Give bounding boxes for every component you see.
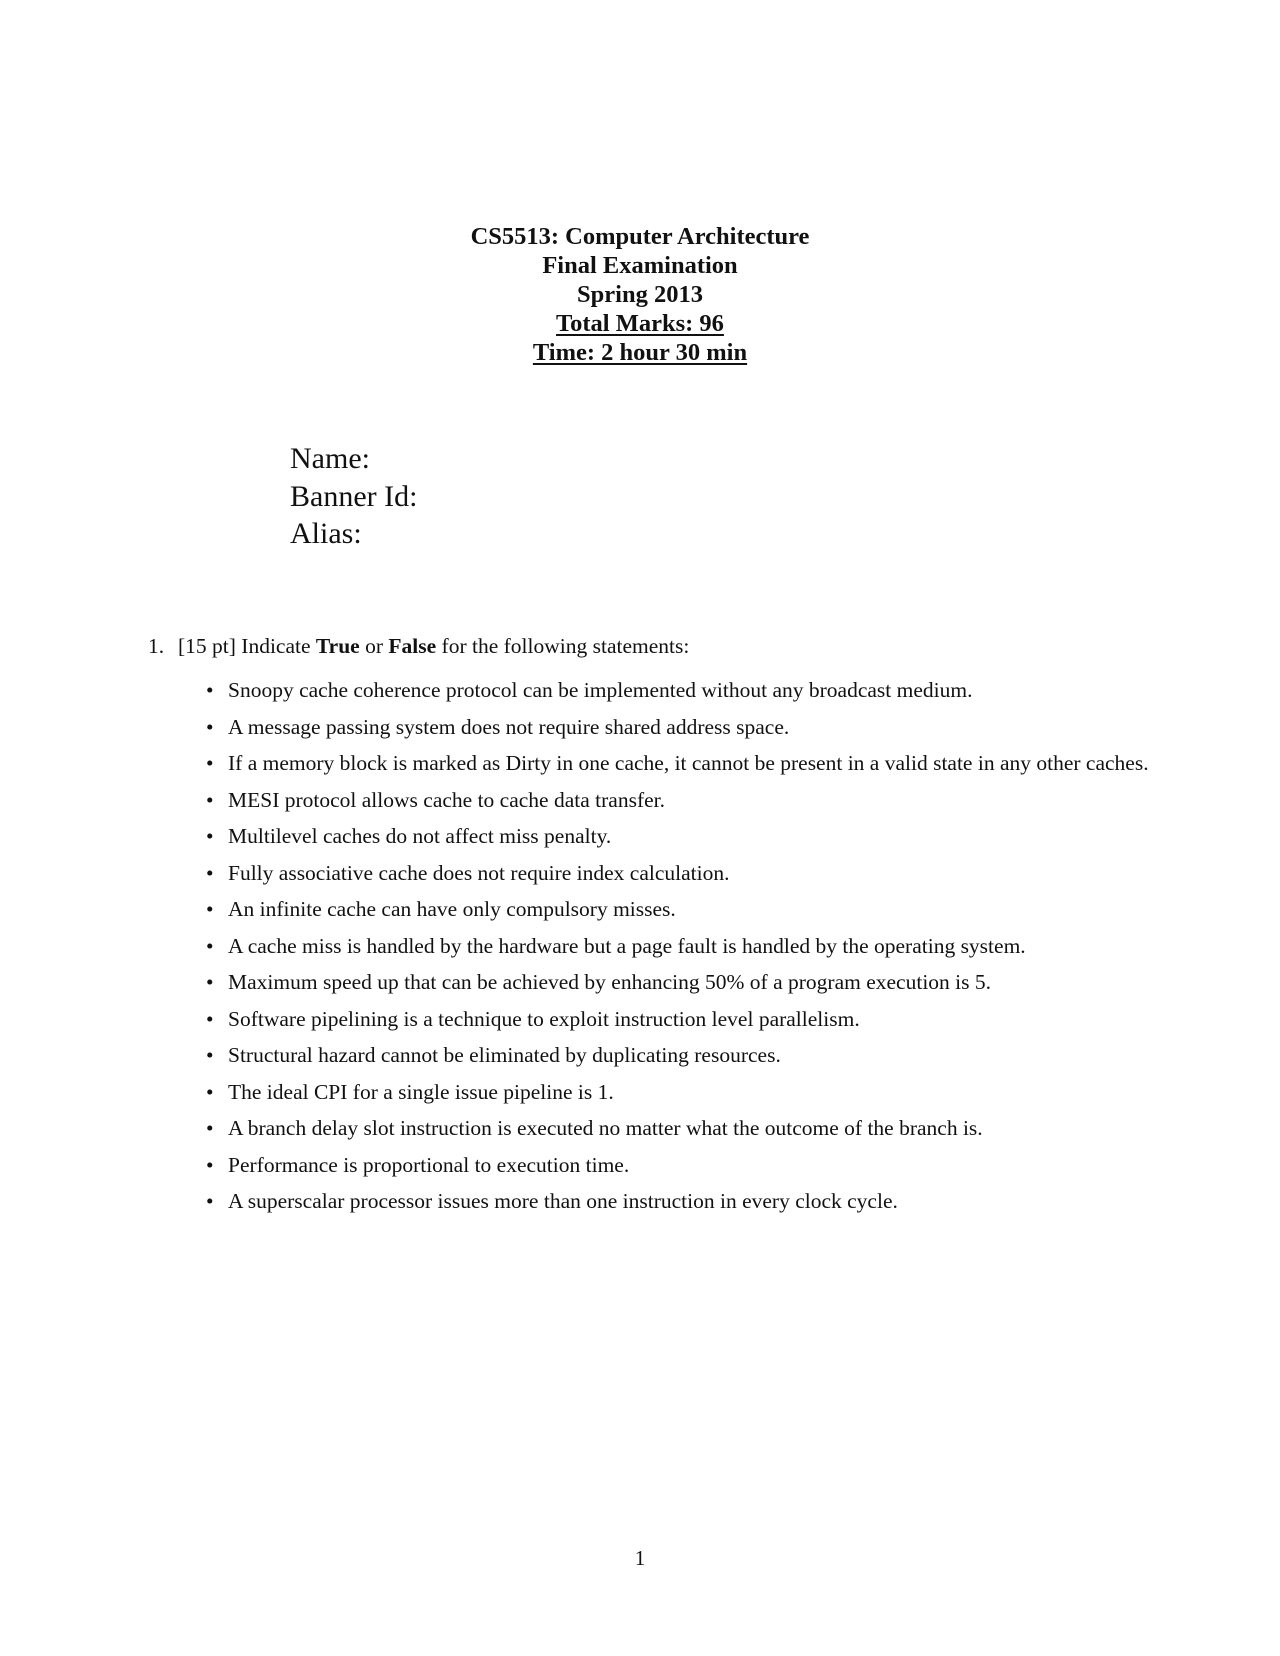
exam-term: Spring 2013 <box>577 281 703 308</box>
bullet-icon: • <box>206 1189 214 1213</box>
page-number: 1 <box>634 1546 646 1570</box>
bullet-icon: • <box>206 751 214 775</box>
statement-text: An infinite cache can have only compulsory misses. <box>228 897 676 921</box>
bullet-icon: • <box>206 1116 214 1140</box>
statement-item <box>206 1114 1168 1142</box>
statement-text: The ideal CPI for a single issue pipeline is 1. <box>228 1079 614 1104</box>
question-number: 1. <box>148 634 165 658</box>
alias-label: Alias: <box>290 517 362 550</box>
question-1-stem <box>148 632 1168 660</box>
bullet-icon: • <box>206 933 214 958</box>
statement-text: Fully associative cache does not require index calculation. <box>228 860 730 885</box>
statement-item <box>206 786 1168 814</box>
statement-text: A cache miss is handled by the hardware but a page fault is handled by the operating system. <box>228 933 1026 958</box>
bullet-icon: • <box>206 970 214 994</box>
exam-title: Final Examination <box>542 252 738 279</box>
exam-time: Time: 2 hour 30 min <box>532 339 748 366</box>
statement-item <box>206 1041 1168 1069</box>
student-info-block <box>290 440 417 553</box>
statement-item <box>206 1151 1168 1179</box>
bullet-icon: • <box>206 1006 214 1031</box>
statement-item <box>206 932 1168 960</box>
statement-item <box>206 1078 1168 1106</box>
statement-text: MESI protocol allows cache to cache data transfer. <box>228 787 665 812</box>
statement-text: Structural hazard cannot be eliminated by duplicating resources. <box>228 1043 781 1067</box>
statement-item <box>206 676 1168 704</box>
statement-item <box>206 895 1168 923</box>
bullet-icon: • <box>206 1043 214 1067</box>
statement-item <box>206 713 1168 741</box>
false-word: False <box>388 634 437 658</box>
bullet-icon: • <box>206 787 214 812</box>
bullet-icon: • <box>206 824 214 848</box>
statement-item <box>206 1005 1168 1033</box>
statement-item <box>206 968 1168 996</box>
question-prefix: [15 pt] Indicate <box>178 634 316 658</box>
statement-item <box>206 1187 1168 1215</box>
statement-text: If a memory block is marked as Dirty in one cache, it cannot be present in a valid state in any other caches. <box>228 751 1149 775</box>
banner-id-label: Banner Id: <box>290 479 418 513</box>
total-marks: Total Marks: 96 <box>556 310 724 337</box>
statement-text: A message passing system does not require shared address space. <box>228 714 790 739</box>
question-1 <box>148 632 1168 1213</box>
statement-item <box>206 822 1168 850</box>
statement-list <box>206 676 1168 1224</box>
question-suffix: for the following statements: <box>436 634 690 658</box>
bullet-icon: • <box>206 897 214 921</box>
statement-text: Software pipelining is a technique to exploit instruction level parallelism. <box>228 1006 860 1031</box>
statement-text: A branch delay slot instruction is executed no matter what the outcome of the branch is. <box>228 1116 983 1140</box>
statement-item <box>206 859 1168 887</box>
bullet-icon: • <box>206 1152 214 1177</box>
true-word: True <box>315 634 360 658</box>
bullet-icon: • <box>206 1079 214 1104</box>
bullet-icon: • <box>206 678 214 702</box>
statement-text: Multilevel caches do not affect miss penalty. <box>228 824 612 848</box>
or-word: or <box>359 634 389 658</box>
statement-text: Snoopy cache coherence protocol can be implemented without any broadcast medium. <box>228 678 973 702</box>
statement-text: Maximum speed up that can be achieved by enhancing 50% of a program execution is 5. <box>228 970 992 994</box>
bullet-icon: • <box>206 860 214 885</box>
exam-header <box>0 222 1280 367</box>
statement-item <box>206 749 1168 777</box>
bullet-icon: • <box>206 714 214 739</box>
name-label: Name: <box>290 442 370 475</box>
statement-text: Performance is proportional to execution time. <box>228 1152 630 1177</box>
course-title: CS5513: Computer Architecture <box>470 223 810 250</box>
statement-text: A superscalar processor issues more than one instruction in every clock cycle. <box>228 1189 898 1213</box>
